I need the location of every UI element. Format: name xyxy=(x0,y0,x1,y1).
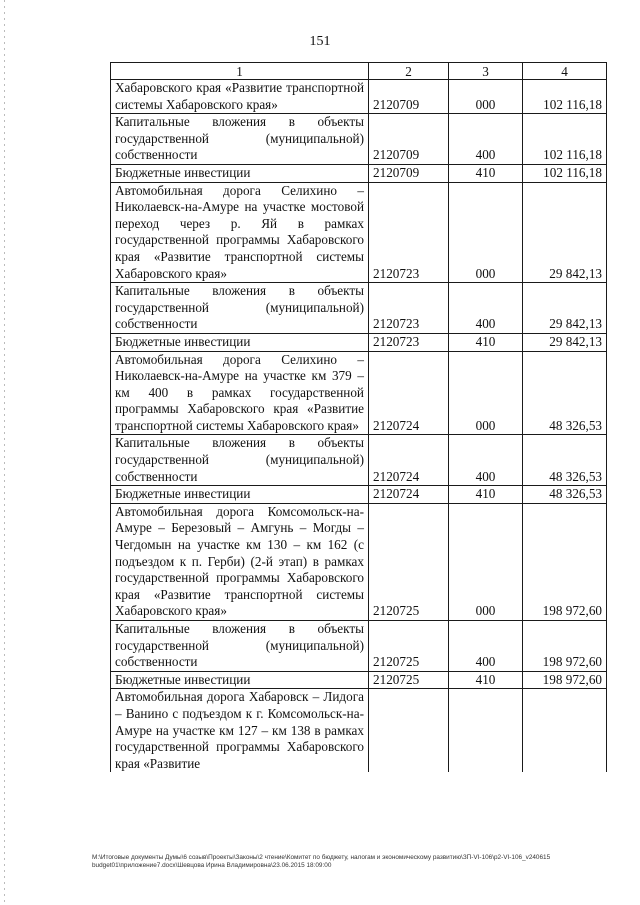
table-row xyxy=(111,164,607,182)
row-amount: 102 116,18 xyxy=(523,80,607,114)
row-type: 410 xyxy=(449,164,523,182)
row-code: 2120709 xyxy=(369,80,449,114)
column-header: 3 xyxy=(449,63,523,80)
row-amount: 198 972,60 xyxy=(523,671,607,689)
row-type: 000 xyxy=(449,351,523,435)
table-row xyxy=(111,80,607,114)
row-amount: 198 972,60 xyxy=(523,503,607,620)
row-type: 400 xyxy=(449,435,523,486)
column-header: 1 xyxy=(111,63,369,80)
budget-table xyxy=(110,62,607,772)
table-row xyxy=(111,621,607,672)
file-path-footer: M:\Итоговые документы Думы\6 созыв\Проекты\Законы\2 чтение\Комитет по бюджету, налогам и экономическому развитию\ЗП-VI-106\р2-VI-106_v240615 budget01\приложение7.docx\Шевцова Ирина Владимировна\23.06.2015 18:09:00 xyxy=(92,854,551,870)
row-name: Капитальные вложения в объекты государственной (муниципальной) собственности xyxy=(111,283,369,334)
row-amount: 48 326,53 xyxy=(523,435,607,486)
table-row xyxy=(111,503,607,620)
row-code: 2120723 xyxy=(369,333,449,351)
table-row xyxy=(111,435,607,486)
row-name: Хабаровского края «Развитие транспортной системы Хабаровского края» xyxy=(111,80,369,114)
row-amount: 48 326,53 xyxy=(523,486,607,504)
table-row xyxy=(111,114,607,165)
row-type: 400 xyxy=(449,283,523,334)
row-type: 400 xyxy=(449,114,523,165)
row-code: 2120725 xyxy=(369,503,449,620)
row-type: 410 xyxy=(449,671,523,689)
row-type: 400 xyxy=(449,621,523,672)
table-row xyxy=(111,283,607,334)
row-type: 000 xyxy=(449,503,523,620)
row-amount: 48 326,53 xyxy=(523,351,607,435)
row-code: 2120709 xyxy=(369,164,449,182)
row-name: Автомобильная дорога Комсомольск-на-Амуре – Березовый – Амгунь – Могды – Чегдомын на участке км 130 – км 162 (с подъездом к п. Герби) (2-й этап) в рамках государственной программы Хабаровского края «Развитие транспортной системы Хабаровского края» xyxy=(111,503,369,620)
row-amount: 29 842,13 xyxy=(523,283,607,334)
row-type: 000 xyxy=(449,80,523,114)
table-header-row xyxy=(111,63,607,80)
row-name: Бюджетные инвестиции xyxy=(111,486,369,504)
row-name: Капитальные вложения в объекты государственной (муниципальной) собственности xyxy=(111,621,369,672)
table-row xyxy=(111,689,607,772)
row-name: Автомобильная дорога Селихино – Николаевск-на-Амуре на участке мостовой переход через р. Яй в рамках государственной программы Хабаровского края «Развитие транспортной системы Хабаровского края» xyxy=(111,182,369,283)
row-code: 2120724 xyxy=(369,351,449,435)
row-code: 2120723 xyxy=(369,283,449,334)
row-amount: 102 116,18 xyxy=(523,164,607,182)
row-name: Капитальные вложения в объекты государственной (муниципальной) собственности xyxy=(111,114,369,165)
row-type: 410 xyxy=(449,333,523,351)
row-code: 2120724 xyxy=(369,486,449,504)
scan-edge xyxy=(4,0,5,905)
row-code: 2120724 xyxy=(369,435,449,486)
row-name: Бюджетные инвестиции xyxy=(111,671,369,689)
row-amount xyxy=(523,689,607,772)
row-name: Капитальные вложения в объекты государственной (муниципальной) собственности xyxy=(111,435,369,486)
table-row xyxy=(111,351,607,435)
row-code: 2120709 xyxy=(369,114,449,165)
page-number: 151 xyxy=(309,34,331,49)
row-amount: 29 842,13 xyxy=(523,333,607,351)
row-name: Бюджетные инвестиции xyxy=(111,333,369,351)
row-type xyxy=(449,689,523,772)
row-code: 2120725 xyxy=(369,621,449,672)
row-code xyxy=(369,689,449,772)
row-code: 2120723 xyxy=(369,182,449,283)
row-amount: 102 116,18 xyxy=(523,114,607,165)
row-name: Автомобильная дорога Селихино – Николаевск-на-Амуре на участке км 379 – км 400 в рамках государственной программы Хабаровского края «Развитие транспортной системы Хабаровского края» xyxy=(111,351,369,435)
row-name: Бюджетные инвестиции xyxy=(111,164,369,182)
table-row xyxy=(111,333,607,351)
column-header: 4 xyxy=(523,63,607,80)
column-header: 2 xyxy=(369,63,449,80)
table-row xyxy=(111,671,607,689)
row-code: 2120725 xyxy=(369,671,449,689)
row-name: Автомобильная дорога Хабаровск – Лидога – Ванино с подъездом к г. Комсомольск-на-Амуре на участке км 127 – км 138 в рамках государственной программы Хабаровского края «Развитие xyxy=(111,689,369,772)
table-row xyxy=(111,182,607,283)
table-row xyxy=(111,486,607,504)
row-amount: 29 842,13 xyxy=(523,182,607,283)
row-amount: 198 972,60 xyxy=(523,621,607,672)
row-type: 410 xyxy=(449,486,523,504)
row-type: 000 xyxy=(449,182,523,283)
